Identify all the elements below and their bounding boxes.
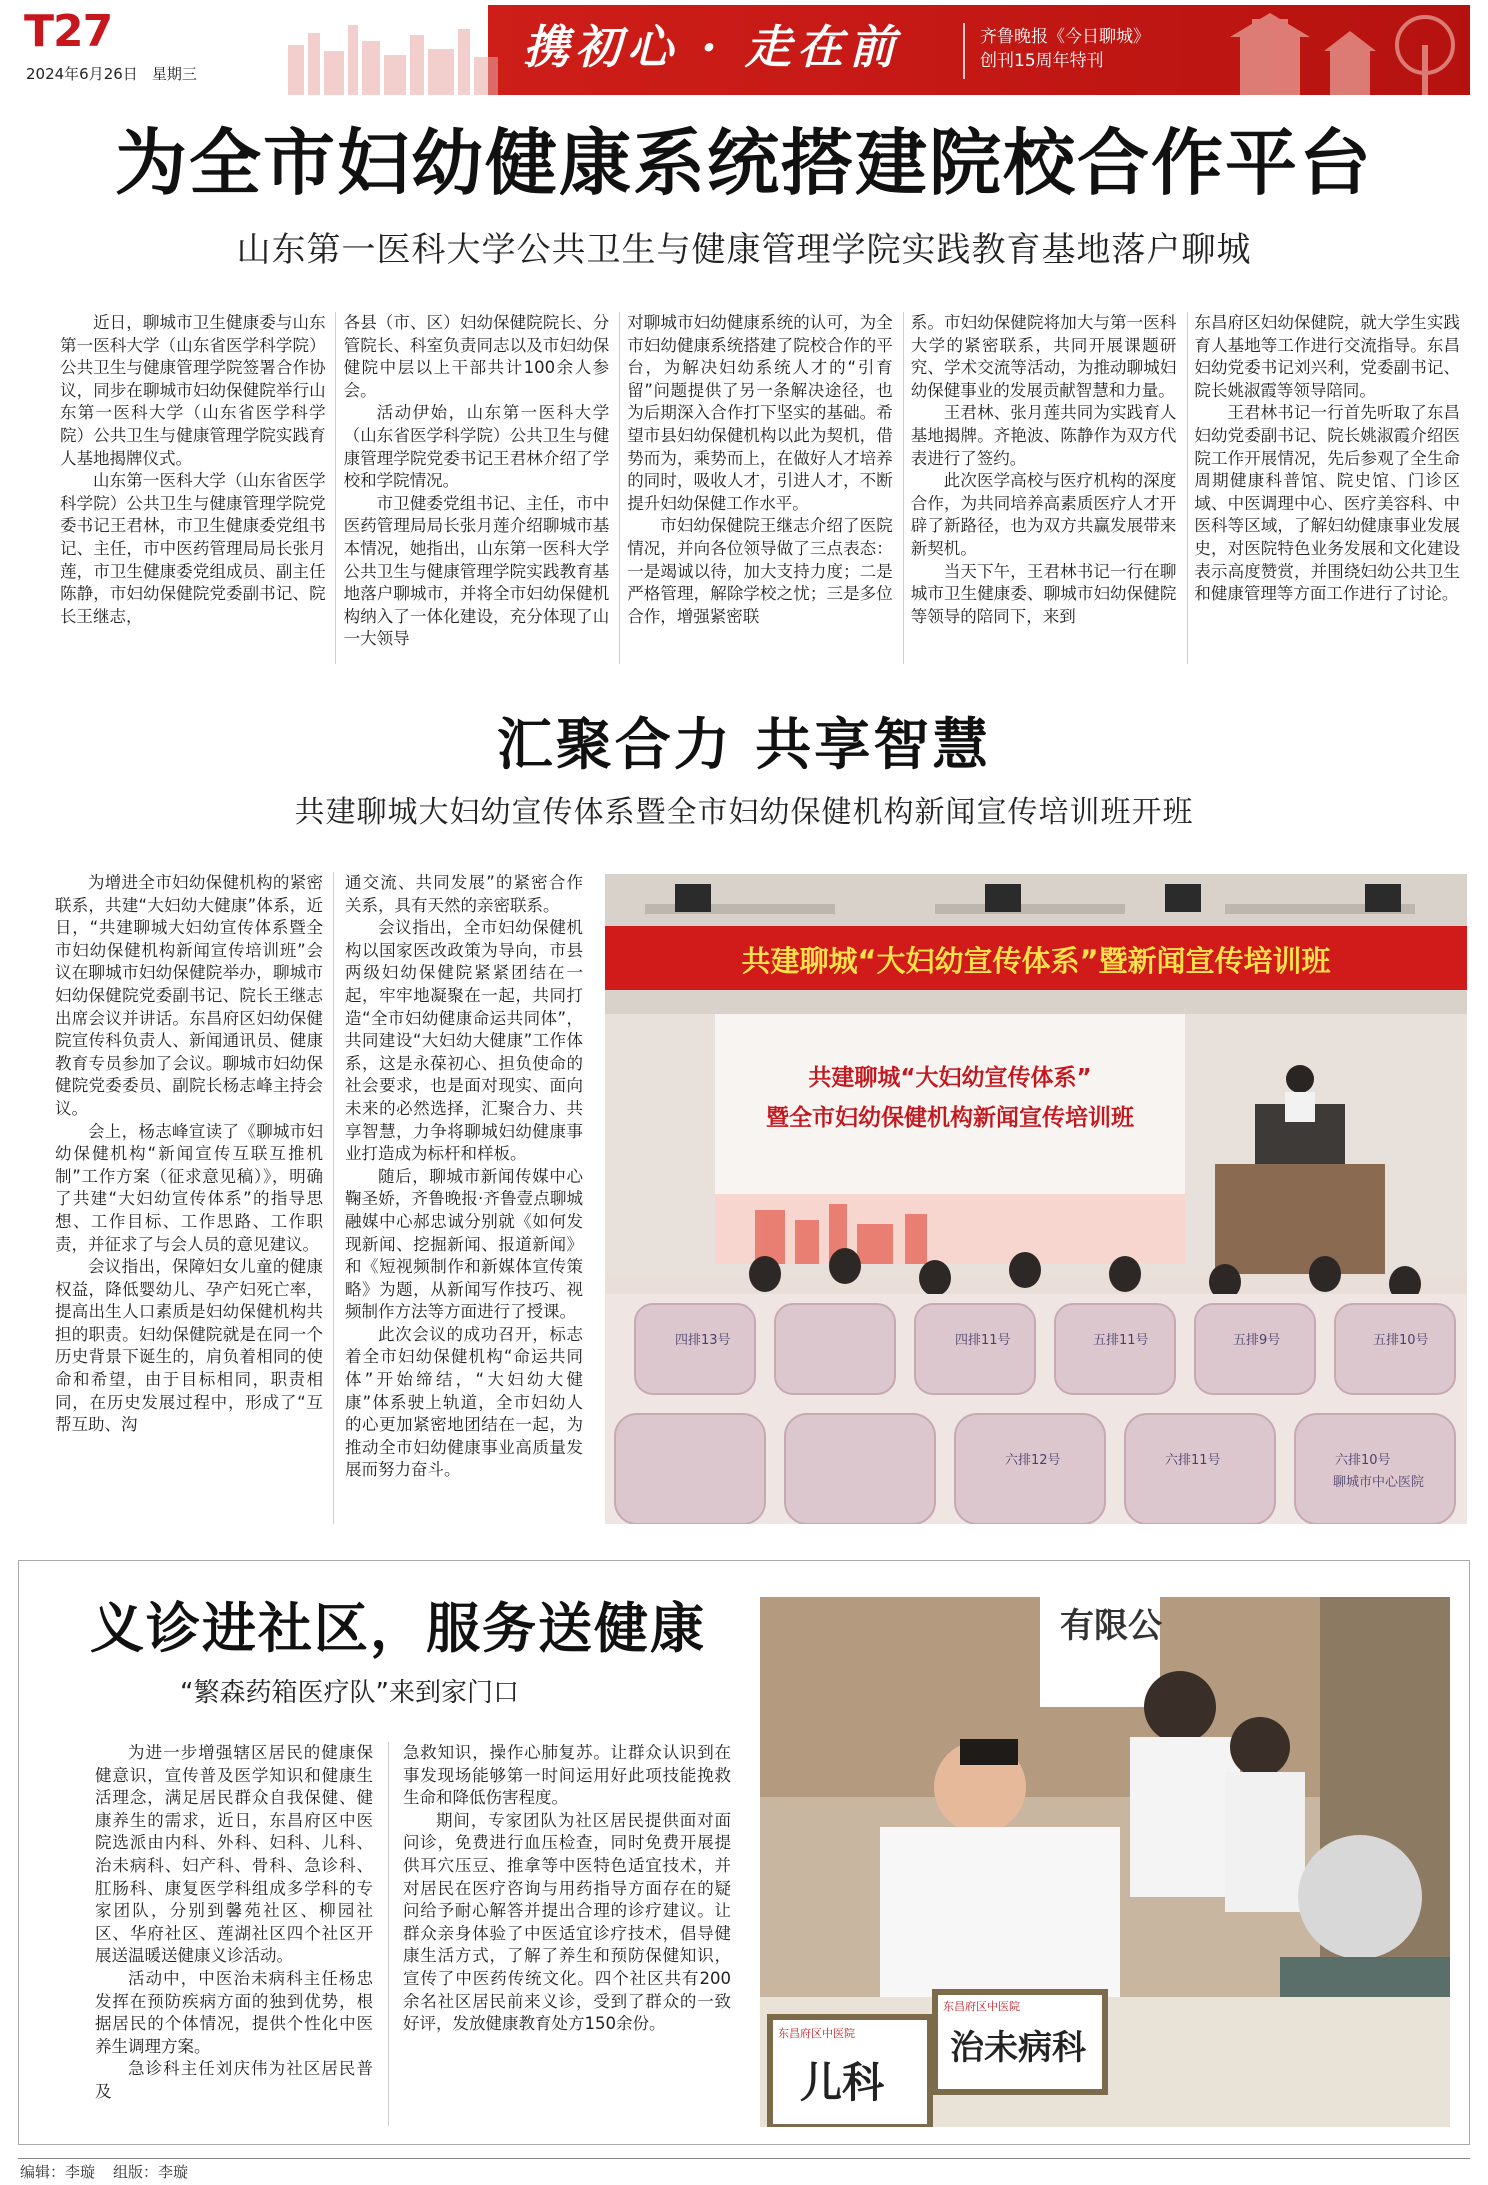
article2-column-text: [345, 872, 583, 1524]
article1-column: [911, 312, 1177, 664]
column-rule: [619, 312, 620, 664]
column-rule: [903, 312, 904, 664]
paragraph: 通交流、共同发展”的紧密合作关系，具有天然的亲密联系。: [345, 873, 583, 915]
clinic-sign-b: 治未病科: [950, 2028, 1086, 2068]
column-rule: [333, 872, 334, 1524]
screen-title-line2: 暨全市妇幼保健机构新闻宣传培训班: [766, 1105, 1134, 1131]
article3-subhead: “繁森药箱医疗队”来到家门口: [180, 1678, 519, 1708]
masthead: [18, 5, 1470, 95]
paragraph: 会上，杨志峰宣读了《聊城市妇幼保健机构“新闻宣传互联互推机制”工作方案（征求意见稿）》，明确了共建“大妇幼宣传体系”的指导思想、工作目标、工作思路、工作职责，并征求了与会人员的意见建议。: [55, 1121, 323, 1254]
paragraph: 山东第一医科大学（山东省医学科学院）公共卫生与健康管理学院党委书记王君林，市卫生健康委党组书记、主任，市中医药管理局局长张月莲，市卫生健康委党组成员、副主任陈静，市妇幼保健院党委副书记、院长王继志，: [60, 471, 326, 626]
clinic-sign-a: 儿科: [800, 2058, 885, 2107]
meeting-banner-text: 共建聊城“大妇幼宣传体系”暨新闻宣传培训班: [741, 944, 1331, 978]
seat-label: 六排11号: [1165, 1453, 1221, 1468]
article2-column: [345, 872, 583, 1524]
paragraph: 会议指出，保障妇女儿童的健康权益，降低婴幼儿、孕产妇死亡率，提高出生人口素质是妇幼保健机构共担的职责。妇幼保健院就是在同一个历史背景下诞生的，肩负着相同的使命和希望，由于目标相同，职责相同，在历史发展过程中，形成了“互帮互助、沟: [55, 1257, 323, 1435]
article2-headline: 汇聚合力 共享智慧: [496, 712, 992, 778]
article1-column: [1194, 312, 1460, 664]
paragraph: 此次会议的成功召开，标志着全市妇幼保健机构“命运共同体”开始缔结，“大妇幼大健康”体系驶上轨道，全市妇幼人的心更加紧密地团结在一起，为推动全市妇幼健康事业高质量发展而努力奋斗。: [345, 1324, 583, 1480]
training-meeting-scene: [605, 874, 1467, 1524]
community-clinic-photo: [760, 1597, 1450, 2127]
clinic-sign-b-org: 东昌府区中医院: [943, 2000, 1020, 2013]
footer-editor: 编辑：李璇: [20, 2163, 96, 2181]
seat-label: 四排11号: [955, 1333, 1011, 1348]
paragraph: 王君林、张月莲共同为实践育人基地揭牌。齐艳波、陈静作为双方代表进行了签约。: [910, 403, 1177, 468]
article2-column: [55, 872, 323, 1524]
article1-subhead: 山东第一医科大学公共卫生与健康管理学院实践教育基地落户聊城: [236, 230, 1252, 270]
article3-column: [403, 1742, 731, 2126]
article3-column: [95, 1742, 373, 2126]
paragraph: 急救知识，操作心肺复苏。让群众认识到在事发现场能够第一时间运用好此项技能挽救生命和降低伤害程度。: [403, 1743, 731, 1808]
clinic-sign-a-org: 东昌府区中医院: [778, 2027, 855, 2040]
paragraph: 各县（市、区）妇幼保健院院长、分管院长、科室负责同志以及市妇幼保健院中层以上干部共计100余人参会。: [343, 313, 610, 400]
footer-rule: [18, 2158, 1470, 2159]
column-rule: [335, 312, 336, 664]
article3-column-text: [95, 1742, 373, 2126]
article1-body: [60, 312, 1460, 664]
seat-label: 五排9号: [1233, 1333, 1281, 1348]
paragraph: 活动伊始，山东第一医科大学（山东省医学科学院）公共卫生与健康管理学院党委书记王君林介绍了学校和学院情况。: [343, 403, 610, 491]
page-number: T27: [24, 6, 113, 57]
article1-headline: 为全市妇幼健康系统搭建院校合作平台: [114, 120, 1373, 205]
seat-label: 五排10号: [1373, 1333, 1429, 1348]
issue-date-line: [26, 63, 211, 84]
column-rule: [1187, 312, 1188, 664]
paragraph: 此次医学高校与医疗机构的深度合作，为共同培养高素质医疗人才开辟了新路径，也为双方共赢发展带来新契机。: [910, 471, 1177, 558]
paragraph: 为增进全市妇幼保健机构的紧密联系，共建“大妇幼大健康”体系，近日，“共建聊城大妇幼宣传体系暨全市妇幼保健机构新闻宣传培训班”会议在聊城市妇幼保健院举办，聊城市妇幼保健院党委副书记、院长王继志出席会议并讲话。东昌府区妇幼保健院宣传科负责人、新闻通讯员、健康教育专员参加了会议。聊城市妇幼保健院党委委员、副院长杨志峰主持会议。: [55, 873, 323, 1118]
community-clinic-scene: [760, 1597, 1450, 2127]
paragraph: 近日，聊城市卫生健康委与山东第一医科大学（山东省医学科学院）公共卫生与健康管理学院签署合作协议，同步在聊城市妇幼保健院举行山东第一医科大学（山东省医学科学院）公共卫生与健康管理学院实践育人基地揭牌仪式。: [60, 313, 326, 468]
paragraph: 市卫健委党组书记、主任，市中医药管理局局长张月莲介绍聊城市基本情况，她指出，山东第一医科大学公共卫生与健康管理学院实践教育基地落户聊城市，并将全市妇幼保健机构纳入了一体化建设，充分体现了山一大领导: [343, 493, 610, 649]
paragraph: 市妇幼保健院王继志介绍了医院情况，并向各位领导做了三点表态：一是竭诚以待，加大支持力度；二是严格管理，解除学校之忧；三是多位合作，增强紧密联: [627, 516, 893, 626]
seat-org-label: 聊城市中心医院: [1333, 1475, 1425, 1490]
article2-column-text: [55, 872, 323, 1524]
article1-column: [344, 312, 610, 664]
paragraph: 系。市妇幼保健院将加大与第一医科大学的紧密联系，共同开展课题研究、学术交流等活动，为推动聊城妇幼保健事业的发展贡献智慧和力量。: [910, 313, 1177, 400]
wall-sign-text: 有限公: [1060, 1606, 1162, 1646]
screen-title-line1: 共建聊城“大妇幼宣传体系”: [808, 1065, 1092, 1091]
issue-date: 2024年6月26日: [26, 65, 138, 83]
article1-column: [60, 312, 326, 664]
paragraph: 当天下午，王君林书记一行在聊城市卫生健康委、聊城市妇幼保健院等领导的陪同下，来到: [910, 561, 1177, 626]
training-meeting-photo: [605, 874, 1467, 1524]
paragraph: 期间，专家团队为社区居民提供面对面问诊，免费进行血压检查，同时免费开展提供耳穴压豆、推拿等中医特色适宜技术，并对居民在医疗咨询与用药指导方面存在的疑问给予耐心解答并提出合理的诊疗建议。让群众亲身体验了中医适宜诊疗技术，倡导健康生活方式，了解了养生和预防保健知识，宣传了中医药传统文化。四个社区共有200余名社区居民前来义诊，受到了群众的一致好评，发放健康教育处方150余份。: [403, 1810, 731, 2034]
column-rule: [388, 1742, 389, 2126]
article3-column-text: [403, 1742, 731, 2126]
paragraph: 对聊城市妇幼健康系统的认可，为全市妇幼健康系统搭建了院校合作的平台，为解决妇幼系统人才的“引育留”问题提供了另一条解决途径，也为后期深入合作打下坚实的基础。希望市县妇幼保健机构以此为契机，借势而为，乘势而上，在做好人才培养的同时，吸收人才，引进人才，不断提升妇幼保健工作水平。: [627, 313, 893, 513]
article3-headline: 义诊进社区，服务送健康: [90, 1596, 706, 1660]
article2-subhead: 共建聊城大妇幼宣传体系暨全市妇幼保健机构新闻宣传培训班开班: [294, 795, 1194, 830]
paragraph: 东昌府区妇幼保健院，就大学生实践育人基地等工作进行交流指导。东昌妇幼党委书记刘兴利，党委副书记、院长姚淑霞等领导陪同。: [1194, 313, 1460, 400]
seat-label: 四排13号: [675, 1333, 731, 1348]
article1-column: [627, 312, 893, 664]
masthead-slogan: 携初心 · 走在前: [523, 20, 902, 74]
paragraph: 会议指出，全市妇幼保健机构以国家医改政策为导向，市县两级妇幼保健院紧紧团结在一起，牢牢地凝聚在一起，共同打造“全市妇幼健康命运共同体”，共同建设“大妇幼大健康”工作体系，这是永葆初心、担负使命的社会要求，也是面对现实、面向未来的必然选择，汇聚合力、共享智慧，力争将聊城妇幼健康事业打造成为标杆和样板。: [345, 918, 583, 1164]
paper-name-line2: 创刊15周年特刊: [980, 51, 1104, 71]
paragraph: 王君林书记一行首先听取了东昌妇幼党委副书记、院长姚淑霞介绍医院工作开展情况，先后参观了全生命周期健康科普馆、院史馆、门诊区域、中医调理中心、医疗美容科、中医科等区域，了解妇幼健康事业发展史，对医院特色业务发展和文化建设表示高度赞赏，并围绕妇幼公共卫生和健康管理等方面工作进行了讨论。: [1194, 403, 1460, 604]
paragraph: 活动中，中医治未病科主任杨忠发挥在预防疾病方面的独到优势，根据居民的个体情况，提供个性化中医养生调理方案。: [95, 1968, 373, 2056]
landmark-decoration-icon: [1200, 5, 1470, 95]
footer-layout: 组版：李璇: [113, 2163, 189, 2181]
paragraph: 随后，聊城市新闻传媒中心鞠圣娇，齐鲁晚报·齐鲁壹点聊城融媒中心郝忠诚分别就《如何发现新闻、挖掘新闻、报道新闻》和《短视频制作和新媒体宣传策略》为题，从新闻写作技巧、视频制作方法等方面进行了授课。: [345, 1166, 583, 1322]
page-footer: [20, 2162, 206, 2182]
seat-label: 六排10号: [1335, 1453, 1391, 1468]
paper-name: [980, 25, 1150, 73]
paper-name-line1: 齐鲁晚报《今日聊城》: [980, 27, 1150, 47]
paragraph: 为进一步增强辖区居民的健康保健意识，宣传普及医学知识和健康生活理念，满足居民群众自我保健、健康养生的需求，近日，东昌府区中医院选派由内科、外科、妇科、儿科、治未病科、妇产科、骨科、急诊科、肛肠科、康复医学科组成多学科的专家团队，分别到馨苑社区、柳园社区、华府社区、莲湖社区四个社区开展送温暖送健康义诊活动。: [95, 1743, 373, 1966]
paragraph: 急诊科主任刘庆伟为社区居民普及: [95, 2059, 373, 2101]
masthead-divider: [963, 23, 965, 79]
seat-label: 六排12号: [1005, 1453, 1061, 1468]
seat-label: 五排11号: [1093, 1333, 1149, 1348]
issue-weekday: 星期三: [151, 65, 197, 83]
